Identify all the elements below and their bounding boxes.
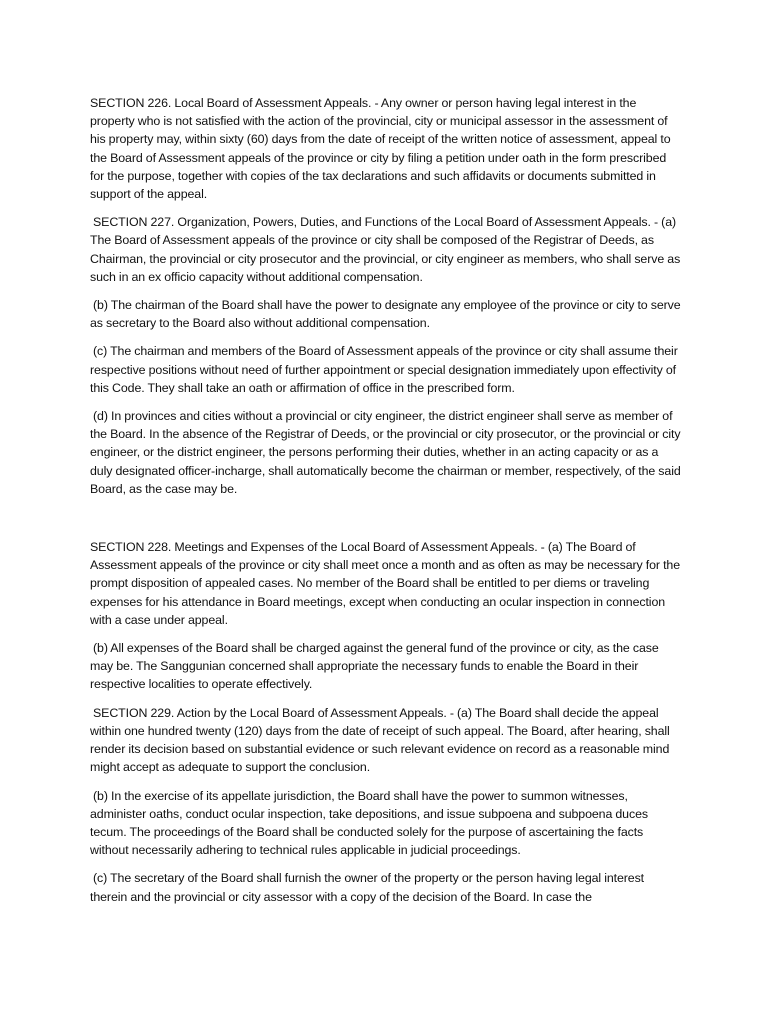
- section-226-paragraph: SECTION 226. Local Board of Assessment Appeals. - Any owner or person having legal interest in the property who is not satisfied with the action of the provincial, city or municipal assessor in the assessment of his property may, within sixty (60) days from the date of receipt of the written notice of assessment, appeal to the Board of Assessment appeals of the province or city by filing a petition under oath in the form prescribed for the purpose, together with copies of the tax declarations and such affidavits or documents submitted in support of the appeal.: [90, 96, 671, 202]
- section-228-b-paragraph: (b) All expenses of the Board shall be charged against the general fund of the province or city, as the case may be. The Sanggunian concerned shall appropriate the necessary funds to enable the Board in their respective localities to operate effectively.: [90, 641, 659, 692]
- section-229-paragraph: SECTION 229. Action by the Local Board of Assessment Appeals. - (a) The Board shall decide the appeal within one hundred twenty (120) days from the date of receipt of such appeal. The Board, after hearing, shall render its decision based on substantial evidence or such relevant evidence on record as a reasonable mind might accept as adequate to support the conclusion.: [90, 705, 670, 775]
- section-spacer: [90, 508, 682, 538]
- section-229-b-paragraph: (b) In the exercise of its appellate jurisdiction, the Board shall have the power to summon witnesses, administer oaths, conduct ocular inspection, take depositions, and issue subpoena and subpoena duces tecum. The proceedings of the Board shall be conducted solely for the purpose of ascertaining the facts without necessarily adhering to technical rules applicable in judicial proceedings.: [90, 788, 648, 858]
- section-227-b-paragraph: (b) The chairman of the Board shall have the power to designate any employee of the province or city to serve as secretary to the Board also without additional compensation.: [90, 298, 681, 331]
- section-229-c-paragraph: (c) The secretary of the Board shall furnish the owner of the property or the person having legal interest therein and the provincial or city assessor with a copy of the decision of the Board. In case the: [90, 871, 645, 904]
- section-228-paragraph: SECTION 228. Meetings and Expenses of the Local Board of Assessment Appeals. - (a) The Board of Assessment appeals of the province or city shall meet once a month and as often as may be necessary for the prompt disposition of appealed cases. No member of the Board shall be entitled to per diems or traveling expenses for his attendance in Board meetings, except when conducting an ocular inspection in connection with a case under appeal.: [90, 540, 681, 627]
- section-227-c-paragraph: (c) The chairman and members of the Board of Assessment appeals of the province or city shall assume their respective positions without need of further appointment or special designation immediately upon effectivity of this Code. They shall take an oath or affirmation of office in the prescribed form.: [90, 344, 678, 395]
- section-227-paragraph: SECTION 227. Organization, Powers, Duties, and Functions of the Local Board of Assessment Appeals. - (a) The Board of Assessment appeals of the province or city shall be composed of the Registrar of Deeds, as Chairman, the provincial or city prosecutor and the provincial, or city engineer as members, who shall serve as such in an ex officio capacity without additional compensation.: [90, 215, 681, 284]
- section-227-d-paragraph: (d) In provinces and cities without a provincial or city engineer, the district engineer shall serve as member of the Board. In the absence of the Registrar of Deeds, or the provincial or city prosecutor, or the provincial or city engineer, or the district engineer, the persons performing their duties, whether in an acting capacity or as a duly designated officer-incharge, shall automatically become the chairman or member, respectively, of the said Board, as the case may be.: [90, 409, 681, 496]
- document-body: [90, 94, 682, 916]
